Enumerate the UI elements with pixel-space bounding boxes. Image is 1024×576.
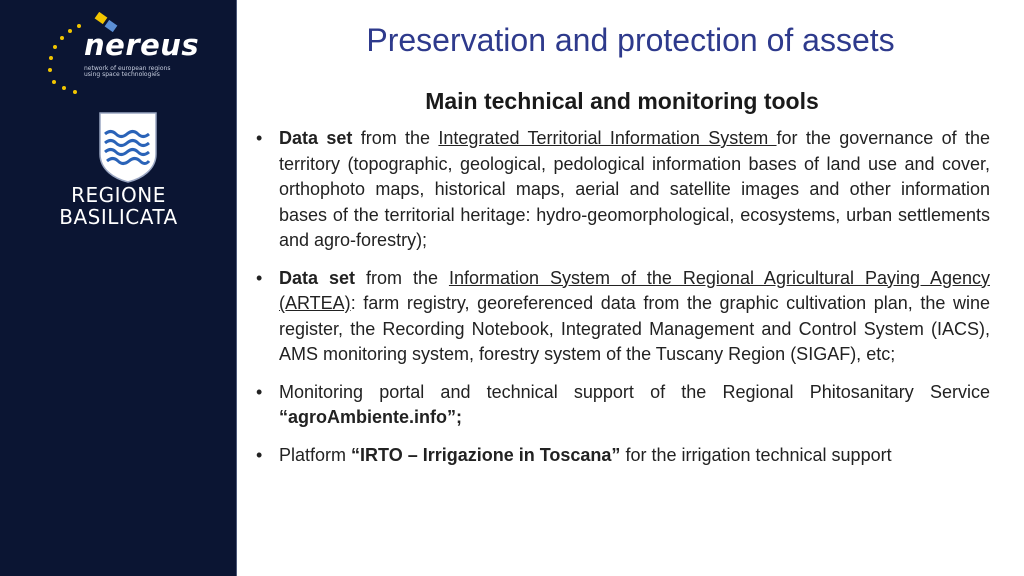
item-text: Platform	[279, 444, 352, 465]
region-name-line1: REGIONE	[71, 183, 166, 207]
list-item	[256, 443, 990, 469]
region-crest-icon	[97, 110, 159, 184]
item-emphasis: “IRTO – Irrigazione in Toscana”	[351, 444, 621, 465]
item-text: for the governance of the territory (topographic, geological, pedological information bases of land use and cover, orthophoto maps, historical maps, aerial and satellite images and other information bases of the territorial heritage: hydro-geomorphological, ecosystems, urban settlements and agro-forestry);	[279, 128, 991, 250]
item-lead: Data set	[279, 128, 353, 148]
item-text: Monitoring portal and technical support of the Regional Phitosanitary Service	[279, 381, 990, 402]
nereus-tagline-line1: network of european regions	[84, 65, 171, 72]
list-item	[256, 266, 990, 368]
item-lead: Data set	[279, 267, 355, 288]
bullet-icon: •	[256, 267, 263, 288]
item-text: from the	[355, 267, 449, 288]
bullet-icon: •	[256, 444, 263, 465]
item-text: for the irrigation technical support	[620, 444, 892, 465]
bullet-icon: •	[256, 381, 263, 402]
artea-link[interactable]: Information System of the Regional Agricultural Paying Agency (ARTEA)	[279, 267, 990, 313]
nereus-tagline-line2: using space technologies	[84, 71, 160, 78]
list-item	[256, 380, 990, 431]
item-emphasis: “agroAmbiente.info”;	[279, 407, 462, 427]
bullet-icon: •	[256, 128, 263, 148]
region-name-line2: BASILICATA	[59, 205, 178, 229]
item-text: : farm registry, georeferenced data from the graphic cultivation plan, the wine register, the Recording Notebook, Integrated Management and Control System (IACS), AMS monitoring system, forestry system of the Tuscany Region (SIGAF), etc;	[279, 293, 990, 364]
page-title: Preservation and protection of assets	[366, 22, 895, 58]
nereus-wordmark: nereus	[84, 28, 200, 62]
nereus-tagline	[84, 66, 170, 78]
list-item	[256, 126, 990, 254]
its-link[interactable]: Integrated Territorial Information System	[438, 128, 777, 148]
region-name	[0, 184, 237, 228]
item-text: from the	[352, 128, 439, 148]
bullet-list	[256, 126, 990, 480]
sidebar-panel	[0, 0, 237, 576]
section-subtitle: Main technical and monitoring tools	[425, 88, 819, 114]
sidebar-divider	[236, 0, 237, 576]
